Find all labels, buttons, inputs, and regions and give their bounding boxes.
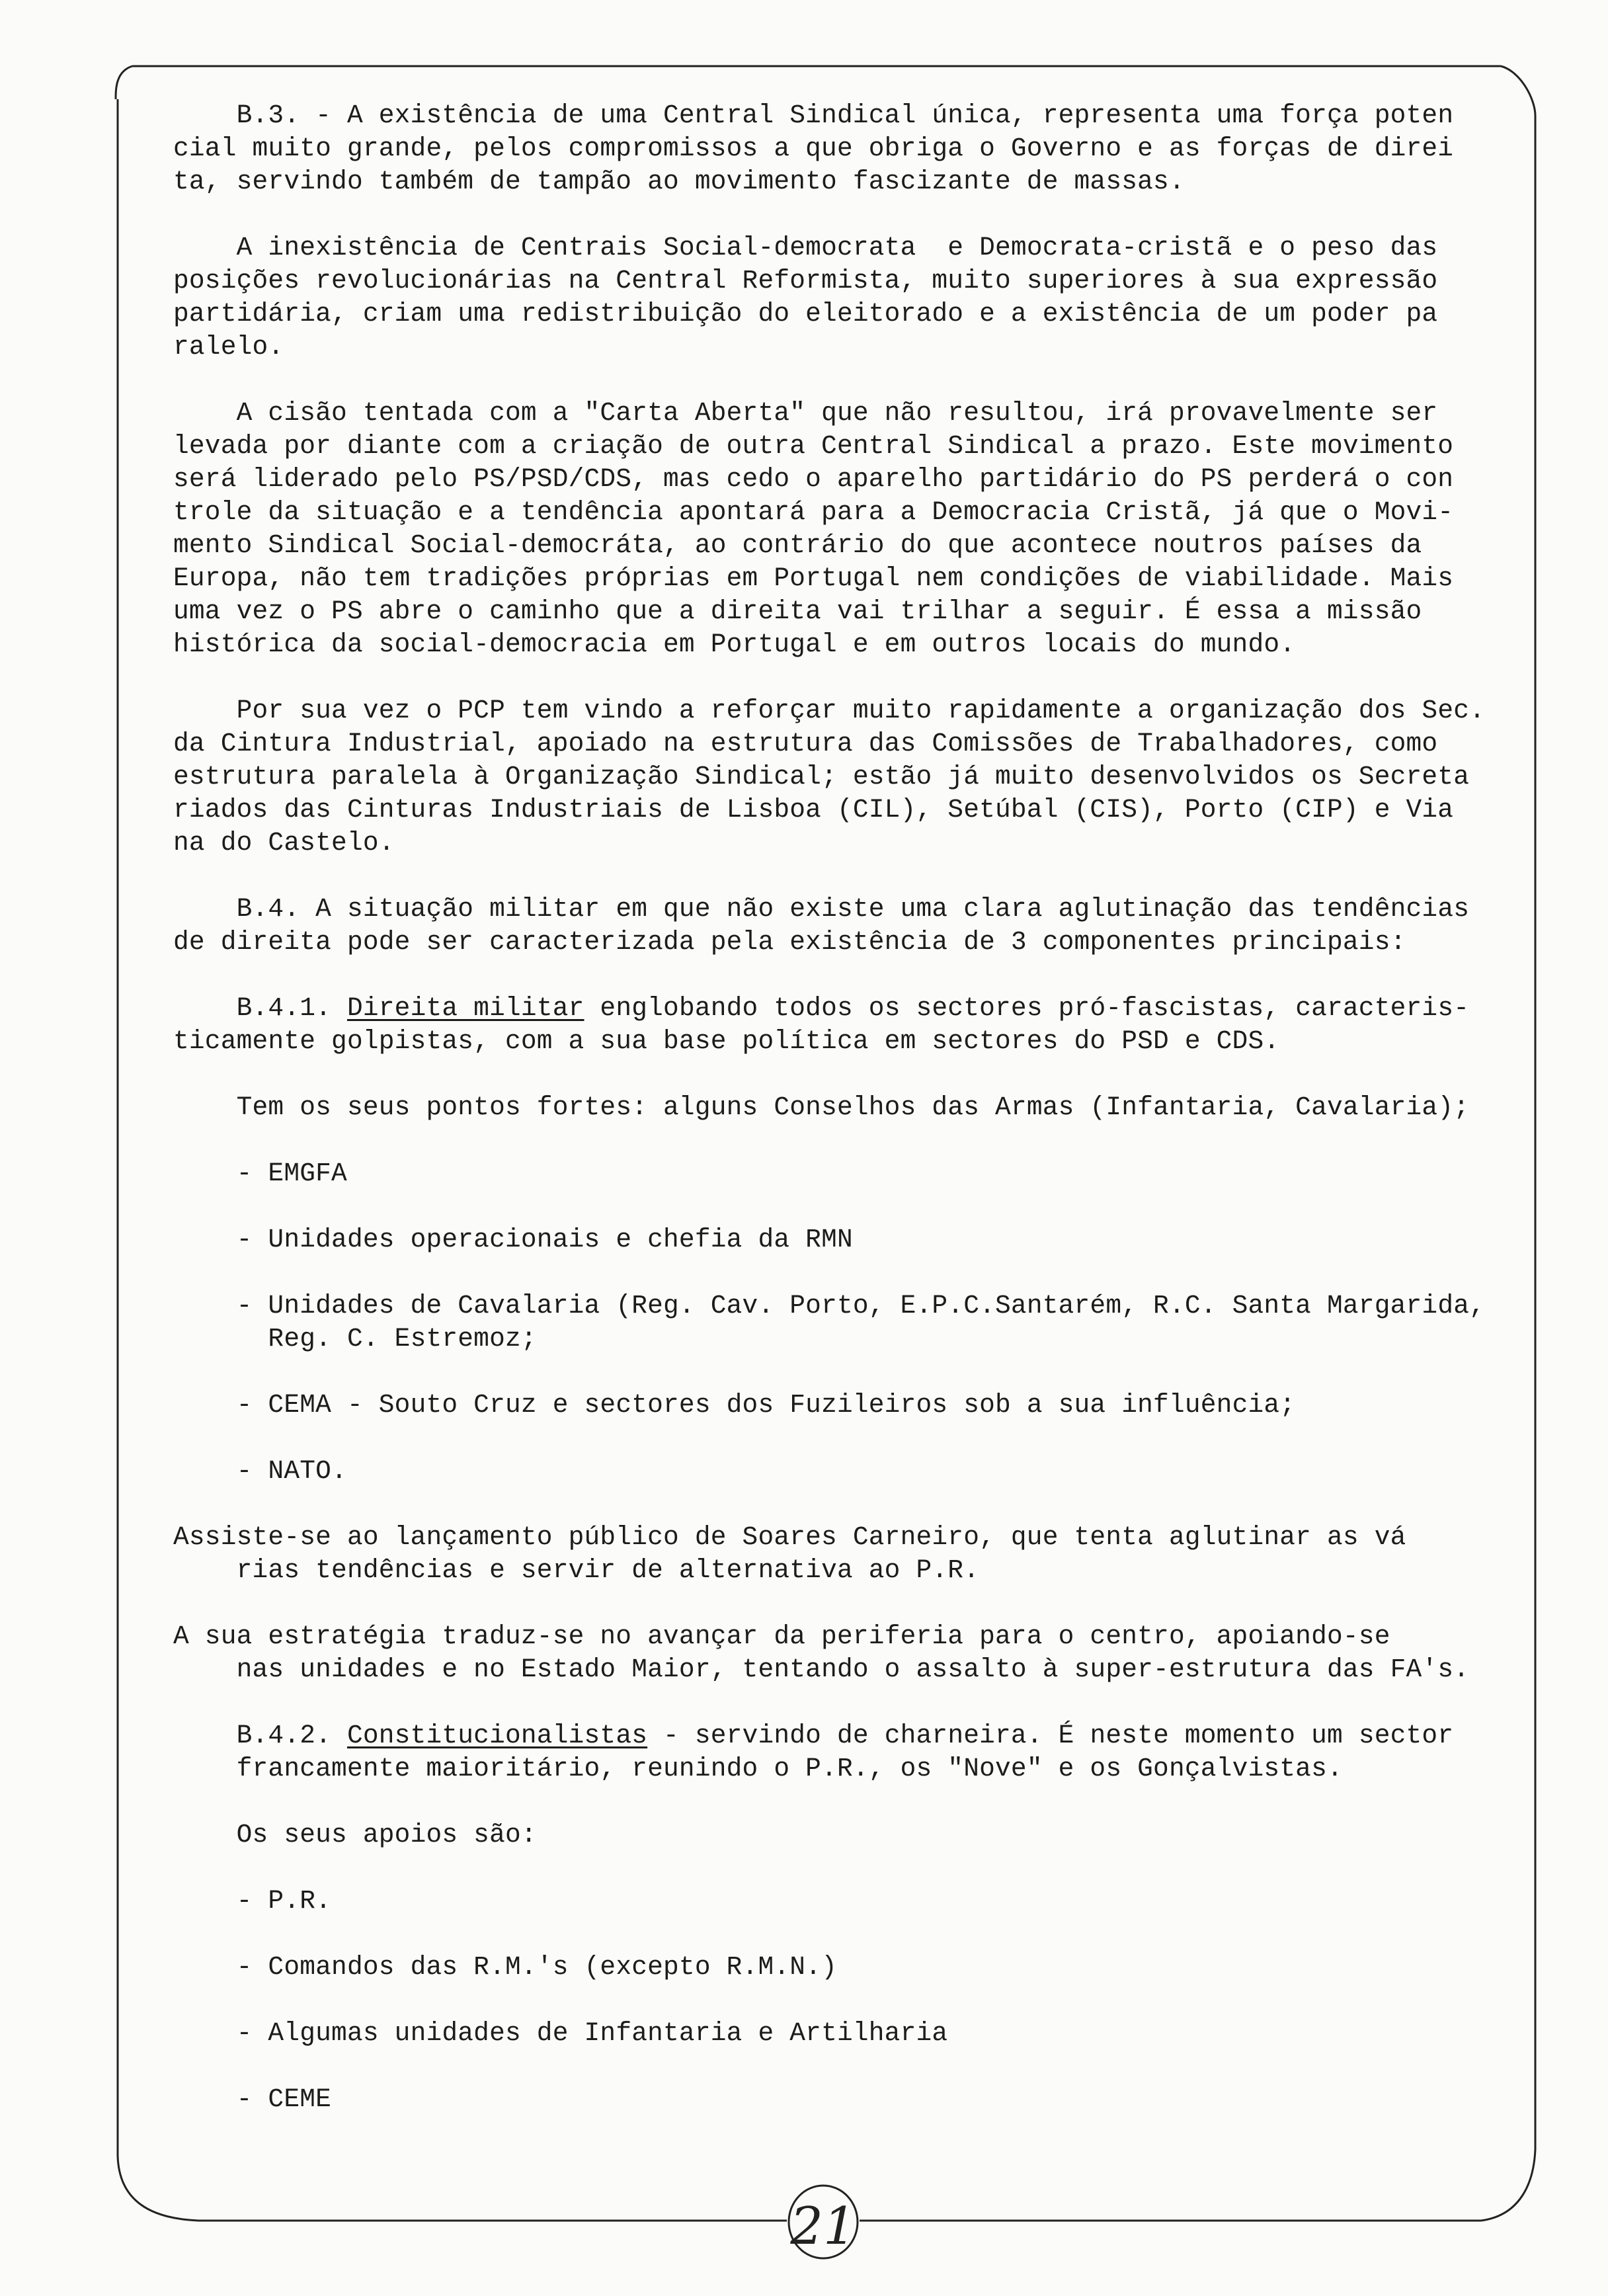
line-text: mento Sindical Social-democráta, ao contrário do que acontece noutros países da — [173, 530, 1422, 560]
text-line — [173, 1719, 1502, 1752]
text-line — [173, 397, 1502, 430]
line-text: Assiste-se ao lançamento público de Soares Carneiro, que tenta aglutinar as vá — [173, 1522, 1406, 1552]
line-text: Os seus apoios são: — [236, 1820, 537, 1850]
underlined-heading: Constitucionalistas — [346, 1721, 648, 1750]
line-text: ticamente golpistas, com a sua base política em sectores do PSD e CDS. — [173, 1026, 1280, 1056]
text-line — [173, 1455, 1502, 1488]
text-line — [173, 1620, 1502, 1653]
line-text: ralelo. — [173, 332, 284, 362]
text-line — [173, 926, 1502, 959]
text-line — [173, 992, 1502, 1025]
text-line — [173, 1653, 1502, 1686]
line-text: uma vez o PS abre o caminho que a direita vai trilhar a seguir. É essa a missão — [173, 596, 1422, 626]
text-line — [173, 827, 1502, 860]
text-line — [173, 132, 1502, 165]
paragraph-gap — [173, 364, 1502, 397]
paragraph-gap — [173, 1422, 1502, 1455]
text-line — [173, 893, 1502, 926]
page-body — [173, 99, 1502, 2116]
text-line — [173, 595, 1502, 628]
text-line — [173, 562, 1502, 595]
line-text: será liderado pelo PS/PSD/CDS, mas cedo o aparelho partidário do PS perderá o con — [173, 464, 1454, 494]
text-line — [173, 1290, 1502, 1323]
text-line — [173, 496, 1502, 529]
text-line — [173, 1521, 1502, 1554]
line-text: de direita pode ser caracterizada pela existência de 3 componentes principais: — [173, 927, 1406, 957]
line-text: trole da situação e a tendência apontará para a Democracia Cristã, já que o Movi- — [173, 497, 1454, 527]
line-text: histórica da social-democracia em Portugal e em outros locais do mundo. — [173, 630, 1296, 659]
line-text: - CEME — [236, 2084, 332, 2114]
line-text: cial muito grande, pelos compromissos a que obriga o Governo e as forças de direi — [173, 134, 1454, 163]
paragraph-gap — [173, 1488, 1502, 1521]
text-line — [173, 1951, 1502, 1984]
paragraph-gap — [173, 1918, 1502, 1951]
line-text: rias tendências e servir de alternativa ao P.R. — [236, 1555, 980, 1585]
line-text: B.4. A situação militar em que não existe uma clara aglutinação das tendências — [236, 894, 1470, 924]
section-number: B.4.2. — [236, 1721, 347, 1750]
line-text: levada por diante com a criação de outra Central Sindical a prazo. Este movimento — [173, 431, 1454, 461]
text-line — [173, 2017, 1502, 2050]
paragraph-gap — [173, 1058, 1502, 1091]
line-text: - EMGFA — [236, 1159, 347, 1188]
paragraph-gap — [173, 198, 1502, 231]
line-text: nas unidades e no Estado Maior, tentando o assalto à super-estrutura das FA's. — [236, 1655, 1470, 1684]
line-text: posições revolucionárias na Central Reformista, muito superiores à sua expressão — [173, 266, 1438, 296]
border-bottom-right-curve — [1481, 2149, 1535, 2221]
line-text: francamente maioritário, reunindo o P.R., os "Nove" e os Gonçalvistas. — [236, 1754, 1343, 1784]
text-line — [173, 628, 1502, 661]
line-text: - Unidades operacionais e chefia da RMN — [236, 1225, 853, 1254]
line-text: estrutura paralela à Organização Sindical; estão já muito desenvolvidos os Secreta — [173, 762, 1470, 792]
line-text: Tem os seus pontos fortes: alguns Conselhos das Armas (Infantaria, Cavalaria); — [236, 1092, 1470, 1122]
paragraph-gap — [173, 860, 1502, 893]
line-text: na do Castelo. — [173, 828, 395, 858]
paragraph-gap — [173, 1587, 1502, 1620]
text-line — [173, 165, 1502, 198]
underlined-heading: Direita militar — [346, 993, 584, 1023]
section-number: B.4.1. — [236, 993, 347, 1023]
text-line — [173, 2083, 1502, 2116]
line-text: - Unidades de Cavalaria (Reg. Cav. Porto, E.P.C.Santarém, R.C. Santa Margarida, — [236, 1291, 1486, 1321]
paragraph-gap — [173, 1124, 1502, 1157]
line-text: B.3. - A existência de uma Central Sindical única, representa uma força poten — [236, 101, 1454, 130]
paragraph-gap — [173, 1785, 1502, 1819]
line-text: - CEMA - Souto Cruz e sectores dos Fuzileiros sob a sua influência; — [236, 1390, 1296, 1420]
text-line — [173, 1885, 1502, 1918]
line-text: A sua estratégia traduz-se no avançar da periferia para o centro, apoiando-se — [173, 1621, 1390, 1651]
paragraph-gap — [173, 959, 1502, 992]
paragraph-gap — [173, 1190, 1502, 1223]
line-text: - Comandos das R.M.'s (excepto R.M.N.) — [236, 1952, 837, 1982]
text-line — [173, 727, 1502, 760]
line-text: riados das Cinturas Industriais de Lisboa (CIL), Setúbal (CIS), Porto (CIP) e Via — [173, 795, 1454, 825]
line-text: A cisão tentada com a "Carta Aberta" que não resultou, irá provavelmente ser — [236, 398, 1438, 428]
border-top-left-curve — [116, 66, 132, 99]
paragraph-gap — [173, 1356, 1502, 1389]
line-text: - P.R. — [236, 1886, 332, 1916]
text-line — [173, 265, 1502, 298]
text-line — [173, 331, 1502, 364]
text-line — [173, 463, 1502, 496]
line-text: ta, servindo também de tampão ao movimento fascizante de massas. — [173, 167, 1185, 196]
text-line — [173, 529, 1502, 562]
text-line — [173, 1819, 1502, 1852]
page-number-text: 21 — [790, 2197, 856, 2256]
text-line — [173, 99, 1502, 132]
paragraph-gap — [173, 661, 1502, 694]
border-bottom-left-curve — [118, 2156, 198, 2221]
paragraph-gap — [173, 1984, 1502, 2017]
paragraph-gap — [173, 2050, 1502, 2083]
line-text: - NATO. — [236, 1456, 347, 1486]
line-text: Por sua vez o PCP tem vindo a reforçar muito rapidamente a organização dos Sec. — [236, 696, 1486, 725]
line-text: - servindo de charneira. É neste momento um sector — [647, 1721, 1454, 1750]
paragraph-gap — [173, 1852, 1502, 1885]
text-line — [173, 1554, 1502, 1587]
text-line — [173, 430, 1502, 463]
text-line — [173, 1323, 1502, 1356]
line-text: englobando todos os sectores pró-fascistas, caracteris- — [584, 993, 1470, 1023]
text-line — [173, 231, 1502, 265]
text-line — [173, 1157, 1502, 1190]
line-text: A inexistência de Centrais Social-democrata e Democrata-cristã e o peso das — [236, 233, 1438, 263]
line-text: - Algumas unidades de Infantaria e Artilharia — [236, 2018, 948, 2048]
line-text: da Cintura Industrial, apoiado na estrutura das Comissões de Trabalhadores, como — [173, 729, 1438, 758]
text-line — [173, 298, 1502, 331]
text-line — [173, 1223, 1502, 1256]
text-line — [173, 794, 1502, 827]
text-line — [173, 694, 1502, 727]
text-line — [173, 1025, 1502, 1058]
text-line — [173, 1091, 1502, 1124]
text-line — [173, 1752, 1502, 1785]
line-text: Reg. C. Estremoz; — [236, 1324, 537, 1354]
page-number — [784, 2189, 863, 2262]
border-top-right-curve — [1501, 66, 1535, 116]
paragraph-gap — [173, 1256, 1502, 1290]
text-line — [173, 1389, 1502, 1422]
line-text: partidária, criam uma redistribuição do eleitorado e a existência de um poder pa — [173, 299, 1438, 329]
paragraph-gap — [173, 1686, 1502, 1719]
text-line — [173, 760, 1502, 794]
line-text: Europa, não tem tradições próprias em Portugal nem condições de viabilidade. Mais — [173, 563, 1454, 593]
